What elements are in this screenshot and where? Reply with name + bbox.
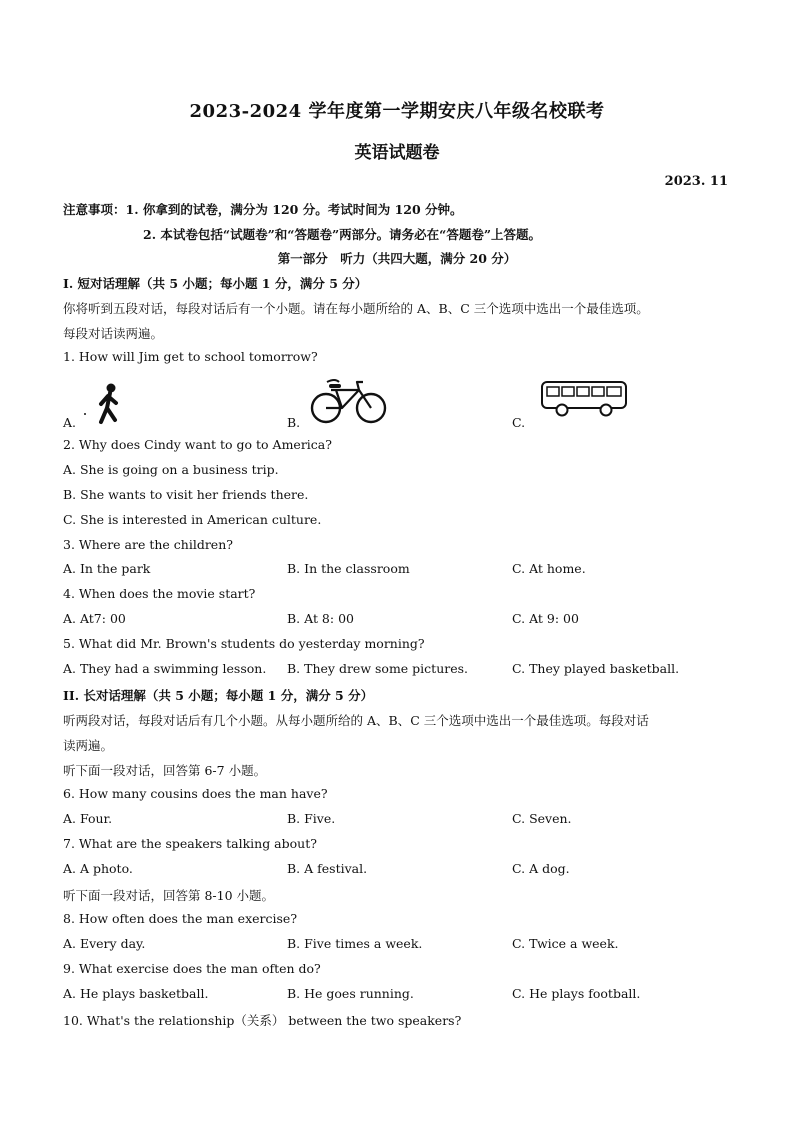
q8-option-c: C. Twice a week. [512, 936, 619, 951]
section2-instructions-1: 听两段对话，每段对话后有几个小题。从每小题所给的 A、B、C 三个选项中选出一个最佳选项。每段对话 [63, 713, 649, 728]
q7-stem: 7. What are the speakers talking about? [63, 836, 317, 851]
q6-stem: 6. How many cousins does the man have? [63, 786, 328, 801]
q1-option-c-label: C. [512, 415, 526, 430]
section1-instructions-1: 你将听到五段对话，每段对话后有一个小题。请在每小题所给的 A、B、C 三个选项中选出一个最佳选项。 [63, 301, 649, 316]
part1-title: 第一部分 听力（共四大题，满分 20 分） [277, 251, 517, 266]
section1-instructions-2: 每段对话读两遍。 [63, 326, 164, 341]
q1-option-b-label: B. [287, 415, 301, 430]
q4-option-a: A. At7: 00 [63, 611, 126, 626]
notice-label: 注意事项： [63, 202, 126, 217]
q2-option-c: C. She is interested in American culture. [63, 512, 322, 527]
exam-title: 2023-2024 学年度第一学期安庆八年级名校联考 [189, 101, 605, 122]
q6-option-b: B. Five. [287, 811, 336, 826]
dialog2-intro: 听下面一段对话，回答第 8-10 小题。 [63, 888, 275, 903]
q3-stem: 3. Where are the children? [63, 537, 233, 552]
q9-option-b: B. He goes running. [287, 986, 414, 1001]
q8-option-a: A. Every day. [63, 936, 146, 951]
q5-option-c: C. They played basketball. [512, 661, 680, 676]
notice-item-2: 2. 本试卷包括“试题卷”和“答题卷”两部分。请务必在“答题卷”上答题。 [143, 227, 542, 242]
q3-option-a: A. In the park [63, 561, 151, 576]
q2-option-b: B. She wants to visit her friends there. [63, 487, 309, 502]
dialog1-intro: 听下面一段对话，回答第 6-7 小题。 [63, 763, 267, 778]
q3-option-b: B. In the classroom [287, 561, 410, 576]
notice-line-1 [63, 200, 463, 218]
section1-title: I. 短对话理解（共 5 小题；每小题 1 分，满分 5 分） [63, 276, 368, 291]
q1-stem: 1. How will Jim get to school tomorrow? [63, 349, 318, 364]
exam-date: 2023. 11 [664, 174, 728, 189]
q2-stem: 2. Why does Cindy want to go to America? [63, 437, 332, 452]
q7-option-c: C. A dog. [512, 861, 570, 876]
q4-option-c: C. At 9: 00 [512, 611, 579, 626]
q5-option-a: A. They had a swimming lesson. [63, 661, 267, 676]
q7-option-b: B. A festival. [287, 861, 368, 876]
exam-subtitle: 英语试题卷 [354, 143, 440, 163]
q5-stem: 5. What did Mr. Brown's students do yesterday morning? [63, 636, 425, 651]
q5-option-b: B. They drew some pictures. [287, 661, 468, 676]
q2-option-a: A. She is going on a business trip. [63, 462, 279, 477]
q9-option-a: A. He plays basketball. [63, 986, 209, 1001]
q6-option-a: A. Four. [63, 811, 113, 826]
notice-item-1: 1. 你拿到的试卷，满分为 120 分。考试时间为 120 分钟。 [125, 202, 463, 217]
q4-option-b: B. At 8: 00 [287, 611, 354, 626]
q9-stem: 9. What exercise does the man often do? [63, 961, 321, 976]
walking-person-icon [80, 382, 132, 428]
q1-option-a-label: A. [63, 415, 77, 430]
q4-stem: 4. When does the movie start? [63, 586, 256, 601]
q8-option-b: B. Five times a week. [287, 936, 423, 951]
bicycle-icon [309, 376, 389, 426]
section2-title: II. 长对话理解（共 5 小题；每小题 1 分，满分 5 分） [63, 688, 374, 703]
q9-option-c: C. He plays football. [512, 986, 641, 1001]
q3-option-c: C. At home. [512, 561, 586, 576]
section2-instructions-2: 读两遍。 [63, 738, 114, 753]
q6-option-c: C. Seven. [512, 811, 572, 826]
q7-option-a: A. A photo. [63, 861, 133, 876]
q8-stem: 8. How often does the man exercise? [63, 911, 298, 926]
bus-icon [540, 379, 628, 419]
q10-stem: 10. What's the relationship（关系） between the two speakers? [63, 1013, 462, 1028]
